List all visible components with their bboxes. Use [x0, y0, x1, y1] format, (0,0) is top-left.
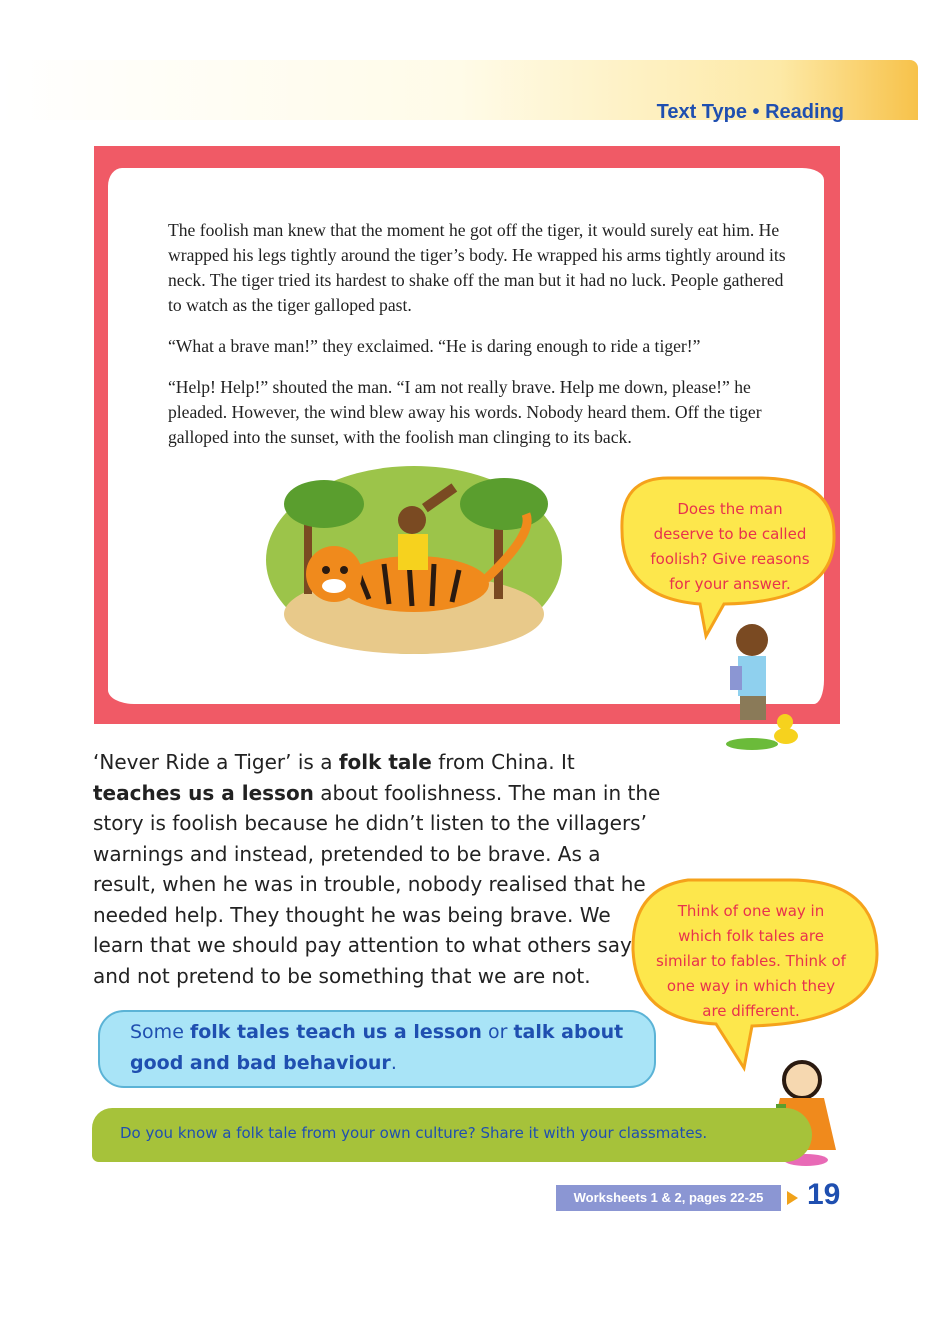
bubble1-line-4: for your answer.: [669, 575, 791, 593]
bubble2-line-1: Think of one way in: [677, 902, 825, 920]
question-bubble-1: [630, 497, 830, 597]
body-text-1: ‘Never Ride a Tiger’ is a: [93, 750, 339, 774]
boy-figure: [726, 624, 798, 750]
question-bubble-2: [636, 899, 866, 1024]
worksheets-reference: Worksheets 1 & 2, pages 22-25: [556, 1185, 781, 1211]
task-band: [92, 1108, 812, 1162]
lesson-bold-2: talk about good and bad behaviour: [130, 1021, 624, 1074]
story-paragraph-3: “Help! Help!” shouted the man. “I am not really brave. Help me down, please!” he pleaded. However, the wind blew away his words. Nobody heard them. Off the tiger galloped into the sunset, with the foolish man clinging to its back.: [168, 377, 762, 447]
bubble2-line-5: are different.: [702, 1002, 800, 1020]
body-bold-1: folk tale: [338, 750, 432, 774]
bubble1-line-1: Does the man: [677, 500, 783, 518]
bubble2-line-4: one way in which they: [666, 977, 836, 995]
task-prompt: Do you know a folk tale from your own culture? Share it with your classmates.: [120, 1124, 708, 1142]
story-paragraph-2: “What a brave man!” they exclaimed. “He is daring enough to ride a tiger!”: [168, 336, 701, 356]
bubble1-line-3: foolish? Give reasons: [650, 550, 810, 568]
lesson-bold-1: folk tales teach us a lesson: [189, 1021, 482, 1043]
bubble2-line-2: which folk tales are: [678, 927, 824, 945]
explanation-paragraph: [93, 747, 663, 991]
body-text-2: from China. It: [431, 750, 575, 774]
lesson-text-3: .: [390, 1052, 397, 1074]
page-number: 19: [807, 1178, 841, 1211]
lesson-text-1: Some: [130, 1021, 190, 1043]
section-title: Text Type • Reading: [656, 101, 844, 123]
lesson-box: [98, 1010, 656, 1088]
body-text-3: about foolishness. The man in the story is foolish because he didn’t listen to the villagers’ warnings and instead, pretended to be brave. As a result, when he was in trouble, nobody realised that he needed help. They thought he was being brave. We learn that we should pay attention to what others say and not pretend to be something that we are not.: [93, 780, 661, 988]
lesson-text: [130, 1017, 640, 1079]
lesson-text-2: or: [481, 1021, 514, 1043]
bubble1-line-2: deserve to be called: [653, 525, 807, 543]
arrow-right-icon: [787, 1191, 798, 1205]
body-bold-2: teaches us a lesson: [93, 780, 314, 805]
story-paragraph-1: The foolish man knew that the moment he got off the tiger, it would surely eat him. He wrapped his legs tightly around the tiger’s body. He wrapped his arms tightly around its neck. The tiger tried its hardest to shake off the man but it had no luck. People gathered to watch as the tiger galloped past.: [168, 220, 786, 315]
bubble2-line-3: similar to fables. Think of: [656, 952, 846, 970]
